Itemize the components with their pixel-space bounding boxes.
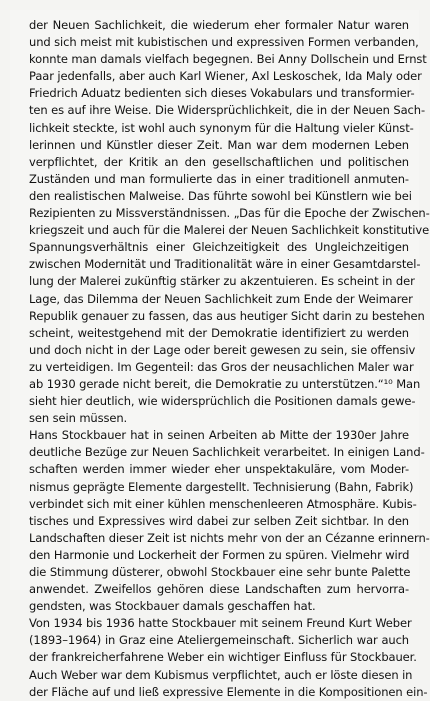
text-line: verpflichtet, der Kritik an den gesellschaftlichen und politischen (29, 154, 409, 169)
text-line: die Stimmung düsterer, obwohl Stockbauer eine sehr bunte Palette (29, 565, 411, 579)
text-line: kriegszeit und auch für die Malerei der Neuen Sachlichkeit konstitutive (29, 223, 430, 238)
text-line: Landschaften dieser Zeit ist nichts mehr von der an Cézanne erinnern- (29, 530, 430, 545)
text-line: sieht hier deutlich, wie widersprüchlich die Positionen damals gewe- (29, 394, 416, 409)
text-line: Paar jedenfalls, aber auch Karl Wiener, Axl Leskoschek, Ida Maly oder (29, 69, 422, 84)
text-line: den Harmonie und Lockerheit der Formen zu spüren. Vielmehr wird (29, 547, 410, 562)
text-line: ten es auf ihre Weise. Die Widersprüchlichkeit, die in der Neuen Sach- (29, 103, 426, 118)
text-line: der frankreicherfahrene Weber ein wichtiger Einfluss für Stockbauer. (29, 650, 417, 665)
text-line: schaften werden immer wieder eher unspektakuläre, vom Moder- (29, 462, 409, 477)
text-line: Lage, das Dilemma der Neuen Sachlichkeit zum Ende der Weimarer (29, 291, 413, 306)
text-line: und sich meist mit kubistischen und expressiven Formen verbanden, (29, 35, 419, 50)
text-line: Friedrich Aduatz bedienten sich dieses Vokabulars und transformier- (29, 86, 415, 101)
text-line: lung der Malerei zukünftig stärker zu akzentuieren. Es scheint in der (29, 274, 415, 289)
document-page (10, 10, 430, 699)
text-line: Auch Weber war dem Kubismus verpflichtet, auch er löste diesen in (29, 667, 413, 682)
text-line: den realistischen Malweise. Das führte sowohl bei Künstlern wie bei (29, 188, 412, 203)
text-line: verbindet sich mit einer kühlen menschenleeren Atmosphäre. Kubis- (29, 496, 417, 511)
text-line: (1893–1964) in Graz eine Ateliergemeinschaft. Sicherlich war auch (29, 633, 409, 648)
text-line: zwischen Modernität und Traditionalität wäre in einer Gesamtdarstel- (29, 257, 421, 272)
text-line: Zuständen und man formulierte das in einer traditionell anmuten- (29, 171, 409, 186)
text-line: nismus geprägte Elemente dargestellt. Technisierung (Bahn, Fabrik) (29, 479, 414, 494)
text-line: Hans Stockbauer hat in seinen Arbeiten ab Mitte der 1930er Jahre (29, 428, 409, 443)
text-line: Von 1934 bis 1936 hatte Stockbauer mit seinem Freund Kurt Weber (29, 616, 412, 631)
text-line: Rezipienten zu Missverständnissen. „Das für die Epoche der Zwischen- (29, 206, 430, 221)
text-line: der Neuen Sachlichkeit, die wiederum eher formaler Natur waren (29, 18, 409, 32)
text-line: zu verteidigen. Im Gegenteil: das Gros der neusachlichen Maler war (29, 359, 414, 374)
text-line: Republik genauer zu fassen, das aus heutiger Sicht darin zu bestehen (29, 308, 425, 323)
text-line: deutliche Bezüge zur Neuen Sachlichkeit verarbeitet. In einigen Land- (29, 445, 425, 460)
text-line: sen sein müssen. (29, 411, 128, 426)
text-line: lichkeit steckte, ist wohl auch synonym für die Haltung vieler Künst- (29, 120, 414, 135)
text-line: der Fläche auf und ließ expressive Elemente in die Kompositionen ein- (29, 684, 428, 699)
text-line: und doch nicht in der Lage oder bereit gewesen zu sein, sie offensiv (29, 342, 416, 357)
text-line: konnte man damals vielfach begegnen. Bei Anny Dollschein und Ernst (29, 52, 427, 67)
text-line: Spannungsverhältnis einer Gleichzeitigkeit des Ungleichzeitigen (29, 240, 409, 255)
text-line: gendsten, was Stockbauer damals geschaffen hat. (29, 599, 316, 614)
body-text (29, 17, 430, 701)
text-line: scheint, weitestgehend mit der Demokratie identifiziert zu werden (29, 325, 409, 340)
text-line: ab 1930 gerade nicht bereit, die Demokratie zu unterstützen.“¹⁰ Man (29, 376, 421, 391)
text-line: anwendet. Zweifellos gehören diese Landschaften zum hervorra- (29, 582, 409, 597)
text-line: lerinnen und Künstler dieser Zeit. Man war dem modernen Leben (29, 137, 409, 152)
text-line: tisches und Expressives wird dabei zur selben Zeit sichtbar. In den (29, 513, 409, 528)
